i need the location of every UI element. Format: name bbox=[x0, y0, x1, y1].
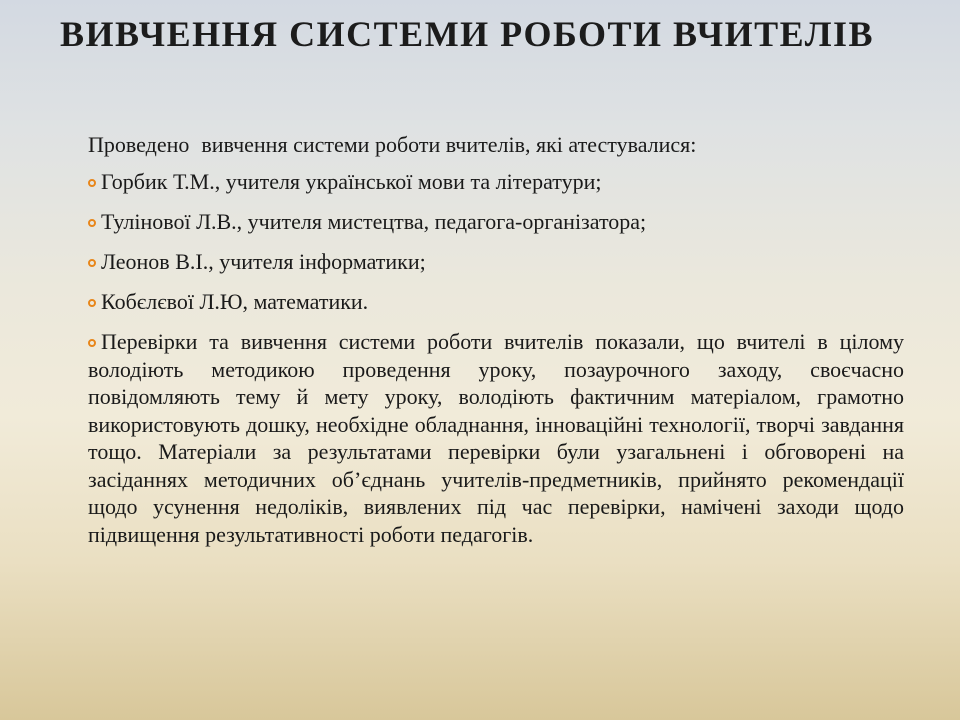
slide-body bbox=[88, 131, 904, 561]
list-item-text: Горбик Т.М., учителя української мови та літератури; bbox=[101, 169, 602, 194]
list-item-text: Тулінової Л.В., учителя мистецтва, педагога-організатора; bbox=[101, 209, 647, 234]
summary-paragraph bbox=[88, 328, 904, 548]
slide-title: ВИВЧЕННЯ СИСТЕМИ РОБОТИ ВЧИТЕЛІВ bbox=[60, 14, 875, 54]
ring-bullet-icon bbox=[88, 339, 96, 347]
list-item-text: Леонов В.І., учителя інформатики; bbox=[101, 249, 426, 274]
intro-text: вивчення системи роботи вчителів, які атестувалися: bbox=[201, 132, 697, 157]
summary-text: Перевірки та вивчення системи роботи вчителів показали, що вчителі в цілому володіють методикою проведення уроку, позаурочного заходу, своєчасно повідомляють тему й мету уроку, володіють фактичним матеріалом, грамотно використовують дошку, необхідне обладнання, інноваційні технології, творчі завдання тощо. Матеріали за результатами перевірки були узагальнені і обговорені на засіданнях методичних об’єднань учителів-предметників, прийнято рекомендації щодо усунення недоліків, виявлених під час перевірки, намічені заходи щодо підвищення результативності роботи педагогів. bbox=[88, 329, 904, 547]
list-item bbox=[88, 248, 904, 275]
list-item bbox=[88, 288, 904, 315]
ring-bullet-icon bbox=[88, 259, 96, 267]
ring-bullet-icon bbox=[88, 179, 96, 187]
intro-word: Проведено bbox=[88, 132, 190, 157]
intro-line bbox=[88, 131, 904, 158]
list-item bbox=[88, 168, 904, 195]
ring-bullet-icon bbox=[88, 219, 96, 227]
ring-bullet-icon bbox=[88, 299, 96, 307]
teacher-list bbox=[88, 168, 904, 548]
list-item bbox=[88, 208, 904, 235]
list-item-text: Кобєлєвої Л.Ю, математики. bbox=[101, 289, 369, 314]
